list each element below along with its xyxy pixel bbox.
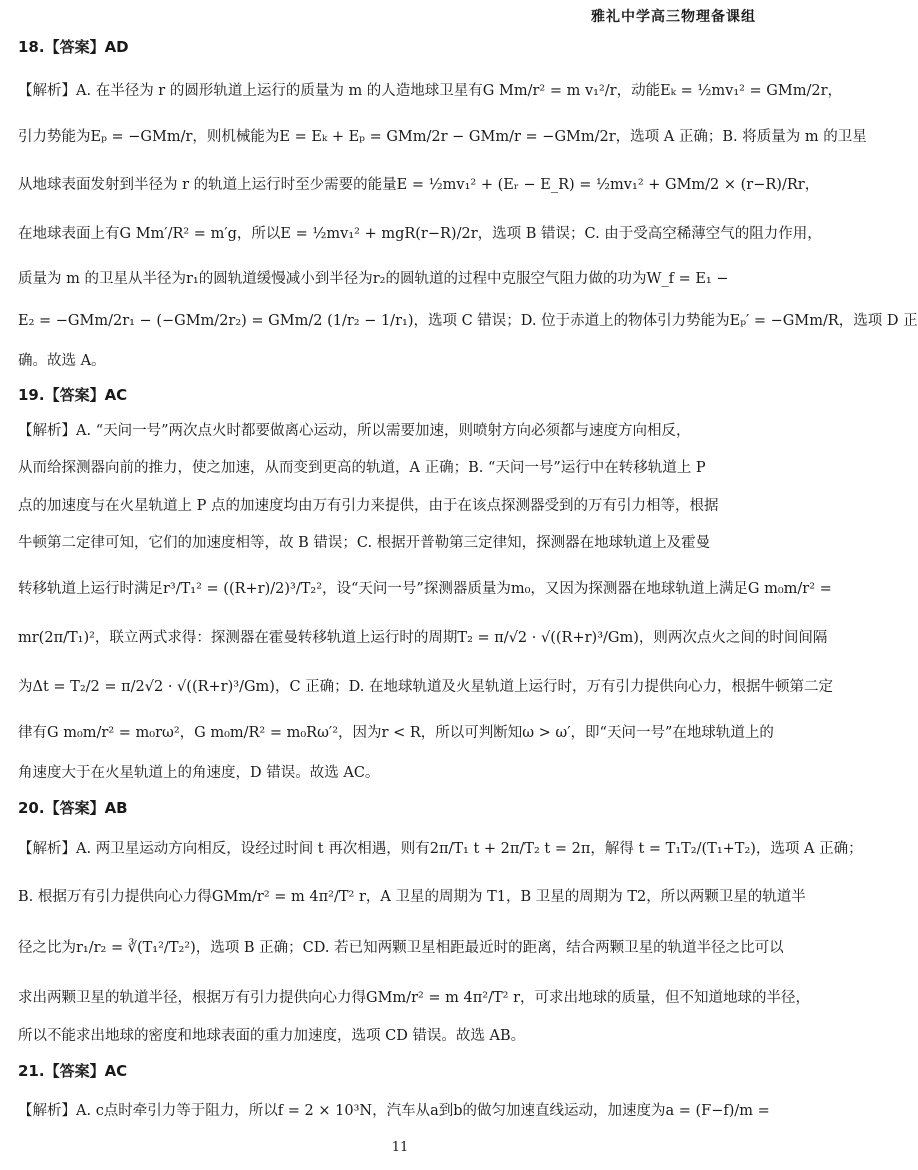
analysis-19-line-6: mr(2π/T₁)²，联立两式求得：探测器在霍曼转移轨道上运行时的周期T₂ = π/√2 · √((R+r)³/Gm)，则两次点火之间的时间间隔 xyxy=(18,630,828,646)
analysis-18-line-7: 确。故选 A。 xyxy=(18,353,106,369)
analysis-19-line-4: 牛顿第二定律可知，它们的加速度相等，故 B 错误；C. 根据开普勒第三定律知，探测器在地球轨道上及霍曼 xyxy=(18,535,711,551)
analysis-18-line-6: E₂ = −GMm/2r₁ − (−GMm/2r₂) = GMm/2 (1/r₂ − 1/r₁)，选项 C 错误；D. 位于赤道上的物体引力势能为Eₚ′ = −GMm/R，选项 D 正 xyxy=(18,313,918,329)
answer-20: 20.【答案】AB xyxy=(18,799,128,817)
analysis-19-line-3: 点的加速度与在火星轨道上 P 点的加速度均由万有引力来提供，由于在该点探测器受到的万有引力相等，根据 xyxy=(18,498,719,514)
analysis-20-line-1: 【解析】A. 两卫星运动方向相反，设经过时间 t 再次相遇，则有2π/T₁ t + 2π/T₂ t = 2π，解得 t = T₁T₂/(T₁+T₂)，选项 A 正确； xyxy=(18,841,863,857)
analysis-19-line-9: 角速度大于在火星轨道上的角速度，D 错误。故选 AC。 xyxy=(18,765,380,781)
analysis-19-line-5: 转移轨道上运行时满足r³/T₁² = ((R+r)/2)³/T₂²，设“天问一号”探测器质量为m₀，又因为探测器在地球轨道上满足G m₀m/r² = xyxy=(18,581,832,597)
answer-19: 19.【答案】AC xyxy=(18,386,128,404)
analysis-18-line-4: 在地球表面上有G Mm′/R² = m′g，所以E = ½mv₁² + mgR(r−R)/2r，选项 B 错误；C. 由于受高空稀薄空气的阻力作用， xyxy=(18,226,822,242)
analysis-19-line-2: 从而给探测器向前的推力，使之加速，从而变到更高的轨道，A 正确；B. “天问一号”运行中在转移轨道上 P xyxy=(18,460,706,476)
analysis-20-line-2: B. 根据万有引力提供向心力得GMm/r² = m 4π²/T² r，A 卫星的周期为 T1，B 卫星的周期为 T2，所以两颗卫星的轨道半 xyxy=(18,889,806,905)
analysis-18-line-2: 引力势能为Eₚ = −GMm/r，则机械能为E = Eₖ + Eₚ = GMm/2r − GMm/r = −GMm/2r，选项 A 正确；B. 将质量为 m 的卫星 xyxy=(18,129,867,145)
analysis-20-line-5: 所以不能求出地球的密度和地球表面的重力加速度，选项 CD 错误。故选 AB。 xyxy=(18,1028,526,1044)
analysis-19-line-7: 为Δt = T₂/2 = π/2√2 · √((R+r)³/Gm)，C 正确；D. 在地球轨道及火星轨道上运行时，万有引力提供向心力，根据牛顿第二定 xyxy=(18,679,833,695)
page-number: 11 xyxy=(391,1140,409,1155)
analysis-18-line-5: 质量为 m 的卫星从半径为r₁的圆轨道缓慢减小到半径为r₂的圆轨道的过程中克服空气阻力做的功为W_f = E₁ − xyxy=(18,271,729,287)
header-title: 雅礼中学高三物理备课组 xyxy=(591,9,756,25)
answer-18: 18.【答案】AD xyxy=(18,38,129,56)
analysis-21-line-1: 【解析】A. c点时牵引力等于阻力，所以f = 2 × 10³N，汽车从a到b的做匀加速直线运动，加速度为a = (F−f)/m = xyxy=(18,1103,770,1119)
analysis-18-line-1: 【解析】A. 在半径为 r 的圆形轨道上运行的质量为 m 的人造地球卫星有G Mm/r² = m v₁²/r，动能Eₖ = ½mv₁² = GMm/2r， xyxy=(18,83,843,99)
analysis-20-line-3: 径之比为r₁/r₂ = ∛(T₁²/T₂²)，选项 B 正确；CD. 若已知两颗卫星相距最近时的距离，结合两颗卫星的轨道半径之比可以 xyxy=(18,940,784,956)
answer-21: 21.【答案】AC xyxy=(18,1062,128,1080)
analysis-18-line-3: 从地球表面发射到半径为 r 的轨道上运行时至少需要的能量E = ½mv₁² + (Eᵣ − E_R) = ½mv₁² + GMm/2 × (r−R)/Rr， xyxy=(18,177,820,193)
analysis-19-line-8: 律有G m₀m/r² = m₀rω²，G m₀m/R² = m₀Rω′²，因为r < R，所以可判断知ω > ω′，即“天问一号”在地球轨道上的 xyxy=(18,725,774,741)
analysis-20-line-4: 求出两颗卫星的轨道半径，根据万有引力提供向心力得GMm/r² = m 4π²/T² r，可求出地球的质量，但不知道地球的半径， xyxy=(18,990,811,1006)
analysis-19-line-1: 【解析】A. “天问一号”两次点火时都要做离心运动，所以需要加速，则喷射方向必须都与速度方向相反， xyxy=(18,423,691,439)
